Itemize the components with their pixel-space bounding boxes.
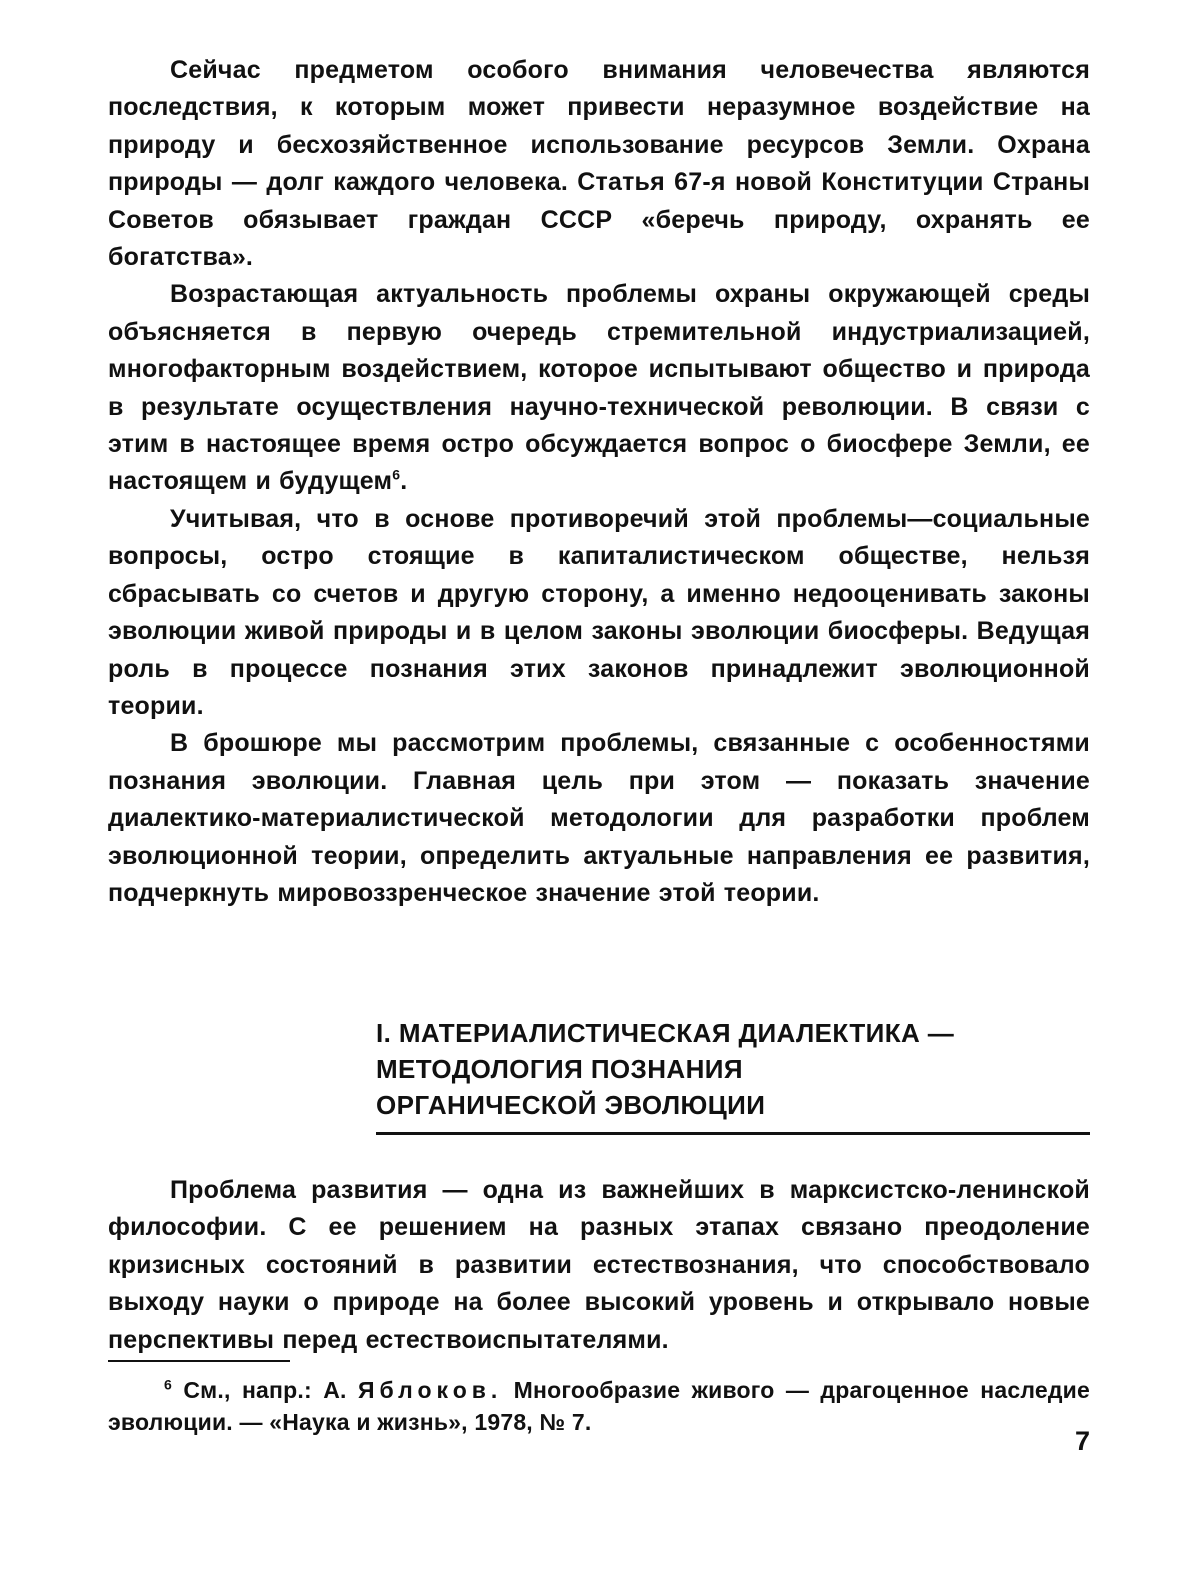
footnote-reference: 6 bbox=[392, 467, 401, 484]
footnote-mark: 6 bbox=[164, 1376, 172, 1393]
page-number: 7 bbox=[1074, 1426, 1090, 1456]
footnote-lead: См., напр.: А. bbox=[183, 1377, 347, 1403]
footnote-text bbox=[108, 1374, 1090, 1438]
paragraph-1: Сейчас предметом особого внимания человечества являются последствия, к которым может привести неразумное воздействие на природу и бесхозяйственное использование ресурсов Земли. Охрана природы — долг каждого человека. Статья 67-я новой Конституции Страны Советов обязывает граждан СССР «беречь природу, охранять ее богатства». bbox=[108, 56, 1090, 272]
paragraph-2-text: Возрастающая актуальность проблемы охраны окружающей среды объясняется в первую очередь стремительной индустриализацией, многофакторным воздействием, которое испытывают общество и природа в результате осуществления научно-технической революции. В связи с этим в настоящее время остро обсуждается вопрос о биосфере Земли, ее настоящем и будущем bbox=[108, 280, 1090, 496]
chapter-heading-line-3: ОРГАНИЧЕСКОЙ ЭВОЛЮЦИИ bbox=[376, 1090, 766, 1120]
chapter-text bbox=[108, 1172, 1090, 1359]
chapter-heading-line-2: МЕТОДОЛОГИЯ ПОЗНАНИЯ bbox=[376, 1054, 743, 1084]
chapter-heading bbox=[376, 1015, 1090, 1123]
chapter-paragraph-1: Проблема развития — одна из важнейших в марксистско-ленинской философии. С ее решением на разных этапах связано преодоление кризисных состояний в развитии естествознания, что способствовало выходу науки о природе на более высокий уровень и открывало новые перспективы перед естествоиспытателями. bbox=[108, 1176, 1090, 1354]
footnote-author: Яблоков. bbox=[357, 1377, 503, 1403]
paragraph-2 bbox=[108, 276, 1090, 500]
book-page bbox=[108, 52, 1090, 1532]
chapter-heading-line-1: I. МАТЕРИАЛИСТИЧЕСКАЯ ДИАЛЕКТИКА — bbox=[376, 1018, 955, 1048]
intro-text bbox=[108, 52, 1090, 912]
footnote bbox=[108, 1374, 1090, 1438]
heading-divider bbox=[376, 1132, 1090, 1135]
paragraph-2-period: . bbox=[400, 467, 408, 496]
footnote-rest: Многообразие живого — драгоценное наследие эволюции. — «Наука и жизнь», 1978, № 7. bbox=[108, 1377, 1090, 1435]
paragraph-4: В брошюре мы рассмотрим проблемы, связанные с особенностями познания эволюции. Главная цель при этом — показать значение диалектико-материалистической методологии для разработки проблем эволюционной теории, определить актуальные направления ее развития, подчеркнуть мировоззренческое значение этой теории. bbox=[108, 729, 1090, 907]
paragraph-3: Учитывая, что в основе противоречий этой проблемы—социальные вопросы, остро стоящие в капиталистическом обществе, нельзя сбрасывать со счетов и другую сторону, а именно недооценивать законы эволюции живой природы и в целом законы эволюции биосферы. Ведущая роль в процессе познания этих законов принадлежит эволюционной теории. bbox=[108, 504, 1090, 720]
footnote-divider bbox=[108, 1360, 290, 1362]
